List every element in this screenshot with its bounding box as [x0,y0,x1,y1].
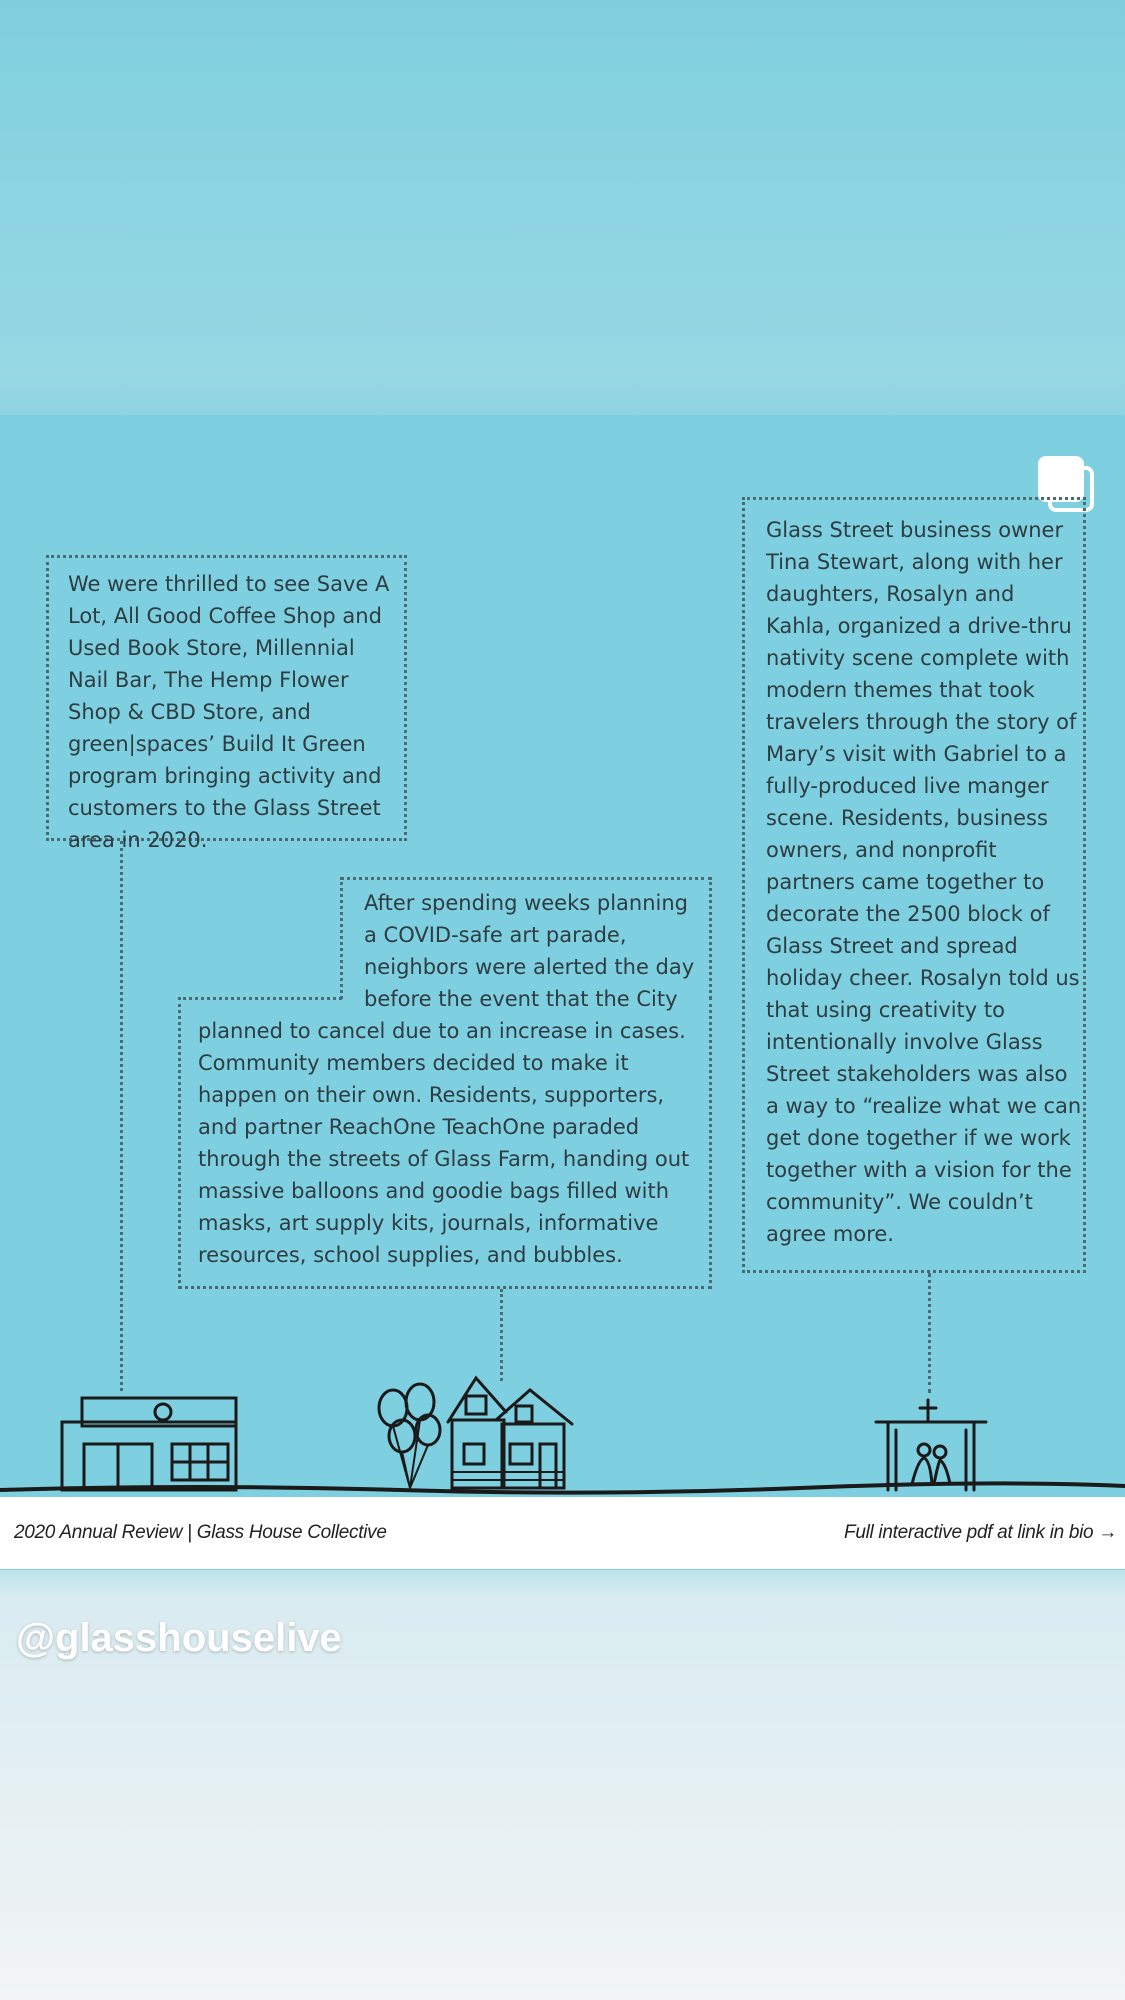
middle-frame-step [178,997,342,1000]
mention-sticker[interactable]: @glasshouselive [16,1616,342,1660]
store-drawing [62,1398,236,1490]
footer-link-note: Full interactive pdf at link in bio → [844,1522,1117,1543]
post-footer [0,1497,1125,1569]
story-top-background [0,0,1125,415]
balloons-drawing [379,1384,440,1488]
nativity-drawing [876,1400,986,1490]
left-connector [120,841,123,1391]
middle-text-rest: planned to cancel due to an increase in cases. Community members decided to make it happen on their own. Residents, supporters, and partner ReachOne TeachOne paraded through the streets of Glass Farm, handing out massive balloons and goodie bags filled with masks, art supply kits, journals, informative resources, school supplies, and bubbles. [198,1019,690,1267]
right-text: Glass Street business owner Tina Stewart, along with her daughters, Rosalyn and Kahla, organized a drive-thru nativity scene complete with modern themes that took travelers through the story of Mary’s visit with Gabriel to a fully-produced live manger scene. Residents, business owners, and nonprofit partners came together to decorate the 2500 block of Glass Street and spread holiday cheer. Rosalyn told us that using creativity to intentionally involve Glass Street stakeholders was also a way to “realize what we can get done together if we work together with a vision for the community”. We couldn’t agree more. [766,518,1082,1246]
illustration-street-scene [0,1360,1125,1500]
left-text: We were thrilled to see Save A Lot, All Good Coffee Shop and Used Book Store, Millennial Nail Bar, The Hemp Flower Shop & CBD Store, and green|spaces’ Build It Green program bringing activity and customers to the Glass Street area in 2020. [68,572,390,852]
middle-text-intro: After spending weeks planning a COVID-safe art parade, neighbors were alerted the day before the event that the City [364,891,695,1011]
house-drawing [448,1378,572,1488]
footer-credit: 2020 Annual Review | Glass House Collective [14,1522,387,1543]
